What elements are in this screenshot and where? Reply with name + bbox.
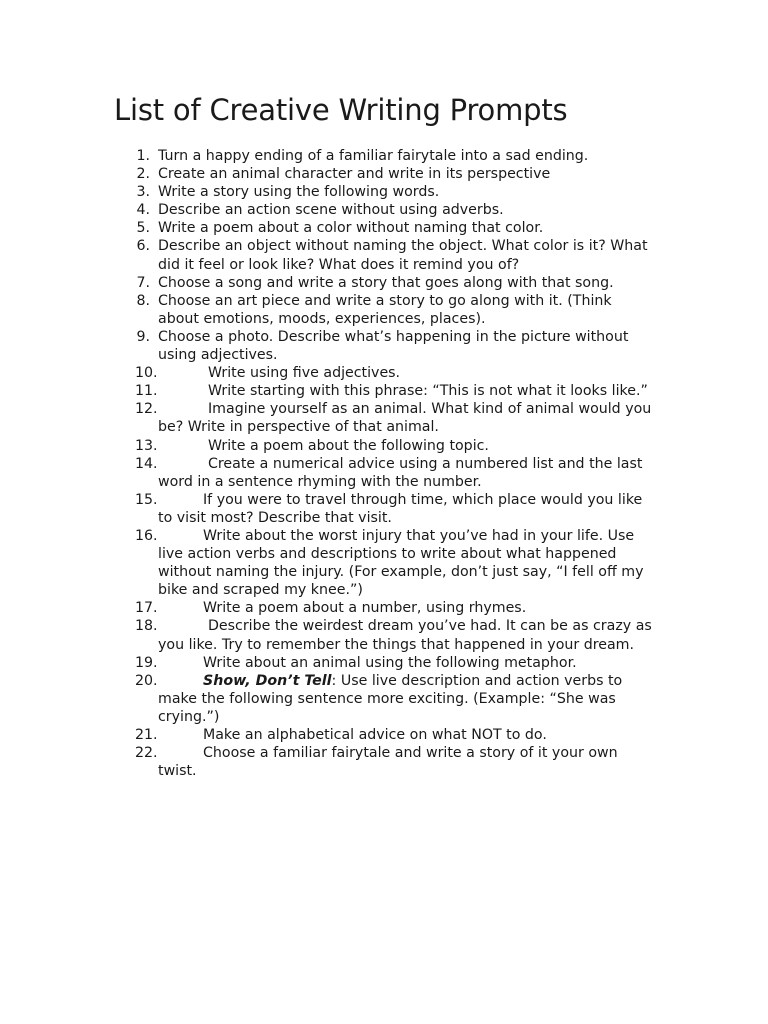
- list-item: [120, 201, 656, 219]
- item-number: 17.: [135, 600, 158, 617]
- item-text: Describe an action scene without using adverbs.: [158, 202, 504, 219]
- item-text: : Use live description and action verbs to make the following sentence more exciting. (Example: “She was crying.”): [158, 672, 623, 725]
- item-text: Create a numerical advice using a numbered list and the last word in a sentence rhyming with the number.: [158, 455, 643, 490]
- item-text: Choose a song and write a story that goes along with that song.: [158, 274, 614, 291]
- list-item: [120, 654, 656, 672]
- item-text: Choose a familiar fairytale and write a story of it your own twist.: [158, 745, 618, 780]
- list-item: [120, 165, 656, 183]
- item-number: 22.: [135, 745, 158, 762]
- list-item: [120, 237, 656, 273]
- list-item: [120, 274, 656, 292]
- item-text: Describe an object without naming the object. What color is it? What did it feel or look like? What does it remind you of?: [158, 238, 648, 273]
- item-text: Choose a photo. Describe what’s happening in the picture without using adjectives.: [158, 328, 629, 364]
- item-number: 8.: [136, 292, 150, 309]
- list-item: [120, 219, 656, 237]
- item-text: Describe the weirdest dream you’ve had. It can be as crazy as you like. Try to remember the things that happened in your dream.: [158, 618, 652, 653]
- item-text: Write starting with this phrase: “This is not what it looks like.”: [208, 383, 648, 400]
- list-item: [120, 527, 656, 599]
- list-item: [120, 617, 656, 653]
- item-number: 12.: [135, 401, 158, 418]
- item-number: 9.: [136, 328, 150, 345]
- item-text: Make an alphabetical advice on what NOT to do.: [203, 727, 547, 743]
- list-item: [120, 726, 656, 744]
- item-number: 16.: [135, 527, 158, 544]
- item-text: If you were to travel through time, which place would you like to visit most? Describe that visit.: [158, 491, 643, 526]
- item-text: Write a story using the following words.: [158, 184, 440, 201]
- list-item: [120, 599, 656, 617]
- item-text: Choose an art piece and write a story to go along with it. (Think about emotions, moods, experiences, places).: [158, 292, 612, 327]
- list-item: [120, 382, 656, 400]
- list-item: [120, 328, 656, 364]
- item-text: Write a poem about the following topic.: [208, 437, 489, 454]
- list-item: [120, 455, 656, 491]
- item-number: 5.: [136, 220, 150, 237]
- item-lead-bold: Show, Don’t Tell: [203, 672, 332, 689]
- list-item: [120, 744, 656, 780]
- list-item: [120, 437, 656, 455]
- item-number: 7.: [136, 274, 150, 291]
- item-number: 6.: [136, 238, 150, 255]
- item-text: Create an animal character and write in its perspective: [158, 166, 551, 183]
- item-number: 13.: [135, 437, 158, 454]
- item-number: 14.: [135, 455, 158, 472]
- item-text: Write about the worst injury that you’ve had in your life. Use live action verbs and descriptions to write about what happened without naming the injury. (For example, don’t just say, “I fell off my bike and scraped my knee.”): [158, 527, 644, 599]
- list-item: [120, 183, 656, 201]
- item-number: 20.: [135, 672, 158, 689]
- list-item: [120, 147, 656, 165]
- list-item: [120, 364, 656, 382]
- item-number: 19.: [135, 654, 158, 671]
- item-number: 4.: [136, 202, 150, 219]
- list-item: [120, 292, 656, 328]
- list-item: [120, 672, 656, 726]
- item-number: 10.: [135, 365, 158, 382]
- item-number: 21.: [135, 727, 158, 743]
- item-number: 1.: [136, 148, 150, 164]
- item-number: 18.: [135, 618, 158, 635]
- item-text: Write using five adjectives.: [208, 365, 401, 382]
- item-number: 2.: [136, 166, 150, 183]
- list-item: [120, 400, 656, 436]
- item-text: Imagine yourself as an animal. What kind of animal would you be? Write in perspective of that animal.: [158, 401, 652, 436]
- page-title: List of Creative Writing Prompts: [114, 93, 568, 127]
- item-number: 3.: [136, 184, 150, 201]
- item-text: Write about an animal using the following metaphor.: [203, 654, 577, 671]
- item-text: Write a poem about a number, using rhymes.: [203, 600, 527, 617]
- prompt-list: [120, 147, 656, 780]
- item-number: 11.: [135, 383, 158, 400]
- item-text: Turn a happy ending of a familiar fairytale into a sad ending.: [158, 148, 589, 164]
- item-text: Write a poem about a color without naming that color.: [158, 220, 544, 237]
- list-item: [120, 491, 656, 527]
- item-number: 15.: [135, 491, 158, 508]
